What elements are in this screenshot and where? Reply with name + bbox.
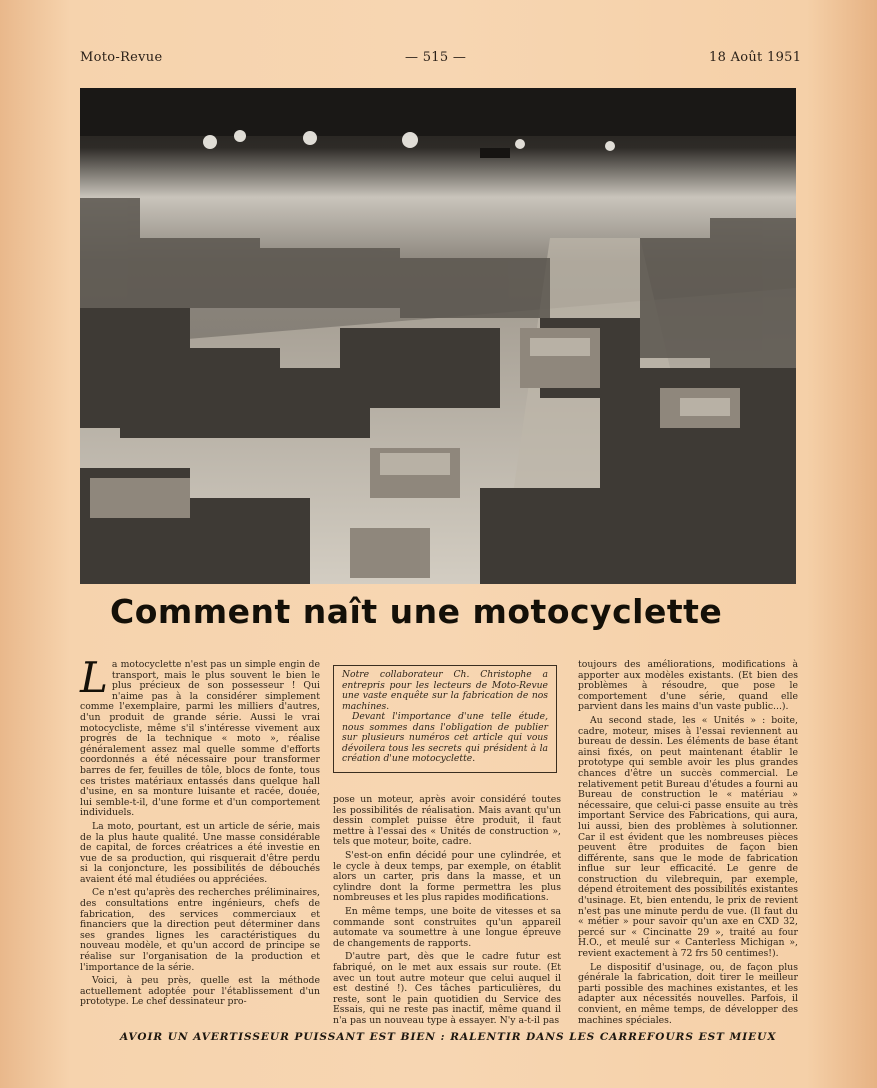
footer-slogan: AVOIR UN AVERTISSEUR PUISSANT EST BIEN : RALENTIR DANS LES CARREFOURS EST MIEUX (120, 1031, 777, 1043)
drop-cap: L (80, 653, 108, 702)
magazine-name: Moto-Revue (80, 50, 163, 65)
article-column-3 (578, 659, 798, 1026)
paragraph: D'autre part, dès que le cadre futur est fabriqué, on le met aux essais sur route. (Et avec un tout autre moteur que celui auquel il est destiné !). Ces tâches particulières, du reste, sont le pain quotidien du Service des Essais, qui ne reste pas inactif, même quand il n'a pas un nouveau type à essayer. N'y a-t-il pas (333, 951, 561, 1026)
paragraph: La moto, pourtant, est un article de série, mais de la plus haute qualité. Une masse considérable de capital, de forces créatrices a été investie en vue de sa production, qui risquerait d'être perdu si la conjoncture, les possibilités de débouchés avaient été mal étudiées ou appréciées. (80, 820, 320, 885)
editor-note-paragraph: Devant l'importance d'une telle étude, nous sommes dans l'obligation de publier sur plusieurs numéros cet article qui vous dévoilera tous les secrets qui président à la création d'une motocyclette. (342, 711, 548, 764)
paragraph: toujours des améliorations, modifications à apporter aux modèles existants. (Et bien des problèmes à résoudre, que pose le comportement d'une série, quand elle parvient dans les mains d'un vaste public...). (578, 659, 798, 713)
factory-floor-photo (80, 88, 796, 584)
issue-date: 18 Août 1951 (709, 50, 802, 65)
editor-note-paragraph: Notre collaborateur Ch. Christophe a entrepris pour les lecteurs de Moto-Revue une vaste enquête sur la fabrication de nos machines. (342, 669, 548, 712)
paragraph: Ce n'est qu'après des recherches préliminaires, des consultations entre ingénieurs, chefs de fabrication, des services commerciaux et financiers que la direction peut déterminer dans ses grandes lignes les caractéristiques du nouveau modèle, et qu'un accord de principe se réalise sur l'organisation de la production et l'importance de la série. (80, 887, 320, 973)
factory-floor-illustration (80, 88, 796, 584)
paragraph: Le dispositif d'usinage, ou, de façon plus générale la fabrication, doit tirer le meilleur parti possible des machines existantes, et les adapter aux nécessités nouvelles. Parfois, il convient, en même temps, de développer des machines spéciales. (578, 961, 798, 1026)
paragraph: En même temps, une boite de vitesses et sa commande sont construites qu'un appareil automate va soumettre à une longue épreuve de changements de rapports. (333, 905, 561, 949)
article-column-2 (333, 794, 561, 1026)
paragraph: S'est-on enfin décidé pour une cylindrée, et le cycle à deux temps, par exemple, on établit alors un carter, pris dans la masse, et un cylindre dont la forme permettra les plus nombreuses et les plus rapides modifications. (333, 849, 561, 904)
paragraph: pose un moteur, après avoir considéré toutes les possibilités de réalisation. Mais avant qu'un dessin complet puisse être produit, il faut mettre à l'essai des « Unités de construction », tels que moteur, boite, cadre. (333, 794, 561, 848)
page-number: — 515 — (405, 50, 467, 65)
paragraph: Au second stade, les « Unités » : boite, cadre, moteur, mises à l'essai reviennent au bureau de dessin. Les éléments de base étant ainsi fixés, on peut maintenant établir le prototype qui semble avoir les plus grandes chances d'être un succès commercial. Le relativement petit Bureau d'études a fourni au Bureau de construction le « matériau » nécessaire, que celui-ci passe ensuite au très important Service des Fabrications, qui aura, lui aussi, bien des problèmes à solutionner. Car il est évident que les nombreuses pièces peuvent être produites de façon bien différente, sans que le mode de fabrication influe sur leur efficacité. Le genre de construction du vilebrequin, par exemple, dépend étroitement des possibilités existantes d'usinage. Et, bien entendu, le prix de revient n'est pas une minute perdu de vue. (Il faut du « métier » pour savoir qu'un axe en CXD 32, percé sur « Cincinatte 29 », traité au four H.O., et meulé sur « Canterless Michigan », revient exactement à 72 frs 50 centimes!). (578, 714, 798, 960)
article-column-1 (80, 653, 320, 1020)
editor-note-box (333, 665, 557, 773)
paragraph: Voici, à peu près, quelle est la méthode actuellement adoptée pour l'établissement d'un prototype. Le chef dessinateur pro- (80, 975, 320, 1008)
paragraph: a motocyclette n'est pas un simple engin de transport, mais le plus souvent le bien le plus précieux de son possesseur ! Qui n'aime pas à la considérer simplement comme l'exemplaire, parmi les milliers d'autres, d'un produit de grande série. Aussi le vrai motocycliste, même s'il s'intéresse vivement aux progrès de la technique « moto », réalise généralement assez mal quelle somme d'efforts coordonnés a été nécessaire pour transformer barres de fer, feuilles de tôle, blocs de fonte, tous ces tristes matériaux entassés dans quelque hall d'usine, en sa monture luisante et racée, douée, lui semble-t-il, d'une forme et d'un comportement individuels. (80, 659, 320, 819)
article-title: Comment naît une motocyclette (110, 592, 723, 631)
